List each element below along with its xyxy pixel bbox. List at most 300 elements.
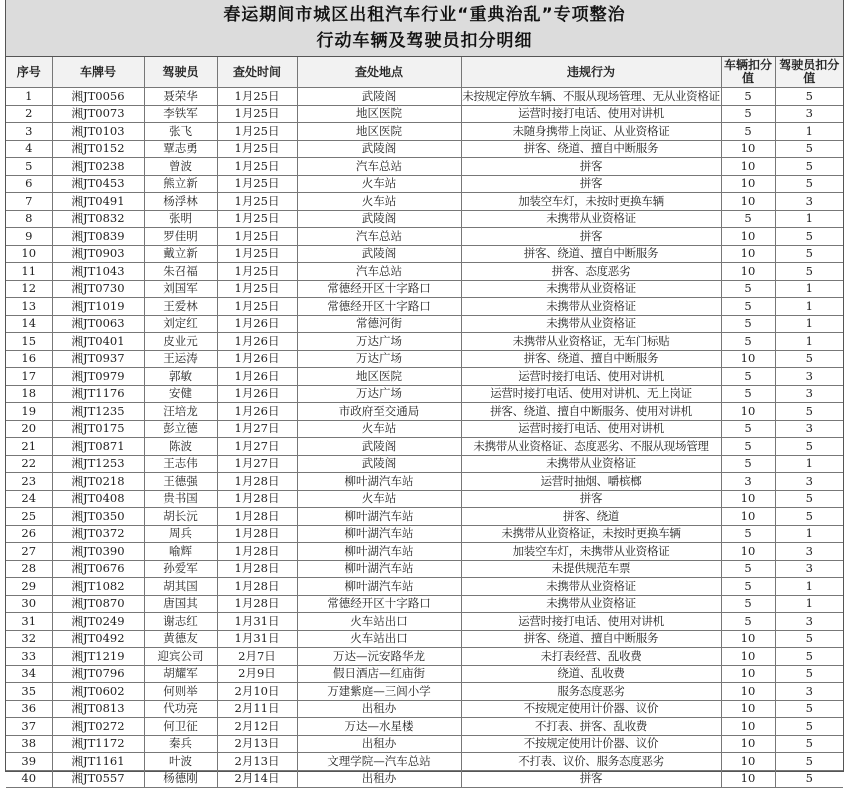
cell-plate: 湘JT0056 bbox=[52, 88, 144, 106]
cell-driver: 唐国其 bbox=[144, 595, 217, 613]
cell-driver: 安健 bbox=[144, 385, 217, 403]
cell-index: 16 bbox=[6, 350, 52, 368]
cell-driver-points: 3 bbox=[775, 385, 843, 403]
cell-vehicle-points: 10 bbox=[721, 648, 775, 666]
title-block bbox=[6, 0, 843, 57]
cell-plate: 湘JT0350 bbox=[52, 508, 144, 526]
cell-location: 常德经开区十字路口 bbox=[297, 280, 461, 298]
cell-index: 34 bbox=[6, 665, 52, 683]
cell-location: 地区医院 bbox=[297, 368, 461, 386]
cell-vehicle-points: 5 bbox=[721, 525, 775, 543]
cell-violation: 服务态度恶劣 bbox=[461, 683, 721, 701]
cell-vehicle-points: 10 bbox=[721, 665, 775, 683]
cell-driver-points: 5 bbox=[775, 140, 843, 158]
cell-driver-points: 3 bbox=[775, 368, 843, 386]
cell-plate: 湘JT0073 bbox=[52, 105, 144, 123]
cell-violation: 拼客、绕道、擅自中断服务 bbox=[461, 140, 721, 158]
cell-vehicle-points: 5 bbox=[721, 315, 775, 333]
cell-driver-points: 5 bbox=[775, 175, 843, 193]
table-row bbox=[6, 613, 843, 631]
table-row bbox=[6, 158, 843, 176]
cell-driver: 陈波 bbox=[144, 438, 217, 456]
cell-vehicle-points: 5 bbox=[721, 298, 775, 316]
table-row bbox=[6, 630, 843, 648]
cell-location: 武陵阁 bbox=[297, 455, 461, 473]
cell-index: 14 bbox=[6, 315, 52, 333]
cell-index: 36 bbox=[6, 700, 52, 718]
table-row bbox=[6, 560, 843, 578]
cell-vehicle-points: 5 bbox=[721, 613, 775, 631]
cell-location: 假日酒店—红庙街 bbox=[297, 665, 461, 683]
cell-index: 22 bbox=[6, 455, 52, 473]
cell-location: 万达广场 bbox=[297, 385, 461, 403]
cell-driver: 胡耀军 bbox=[144, 665, 217, 683]
cell-plate: 湘JT0676 bbox=[52, 560, 144, 578]
cell-driver-points: 3 bbox=[775, 613, 843, 631]
cell-vehicle-points: 5 bbox=[721, 595, 775, 613]
cell-driver: 戴立新 bbox=[144, 245, 217, 263]
table-row bbox=[6, 105, 843, 123]
cell-driver: 王志伟 bbox=[144, 455, 217, 473]
cell-violation: 未携带从业资格证 bbox=[461, 280, 721, 298]
cell-index: 8 bbox=[6, 210, 52, 228]
cell-violation: 不按规定使用计价器、议价 bbox=[461, 735, 721, 753]
cell-index: 23 bbox=[6, 473, 52, 491]
table-row bbox=[6, 455, 843, 473]
cell-vehicle-points: 3 bbox=[721, 473, 775, 491]
cell-location: 汽车总站 bbox=[297, 228, 461, 246]
cell-date: 1月25日 bbox=[217, 123, 297, 141]
cell-driver-points: 5 bbox=[775, 735, 843, 753]
table-row bbox=[6, 543, 843, 561]
cell-date: 1月25日 bbox=[217, 210, 297, 228]
cell-plate: 湘JT0238 bbox=[52, 158, 144, 176]
cell-driver: 皮业元 bbox=[144, 333, 217, 351]
cell-location: 常德经开区十字路口 bbox=[297, 298, 461, 316]
cell-driver-points: 3 bbox=[775, 105, 843, 123]
cell-date: 2月13日 bbox=[217, 753, 297, 771]
cell-plate: 湘JT0453 bbox=[52, 175, 144, 193]
cell-plate: 湘JT1176 bbox=[52, 385, 144, 403]
cell-driver-points: 1 bbox=[775, 210, 843, 228]
cell-driver: 刘定红 bbox=[144, 315, 217, 333]
cell-driver: 喻辉 bbox=[144, 543, 217, 561]
cell-driver-points: 3 bbox=[775, 193, 843, 211]
cell-date: 1月26日 bbox=[217, 368, 297, 386]
cell-driver-points: 3 bbox=[775, 543, 843, 561]
table-row bbox=[6, 700, 843, 718]
cell-location: 万达—沅安路华龙 bbox=[297, 648, 461, 666]
cell-violation: 拼客 bbox=[461, 158, 721, 176]
table-row bbox=[6, 490, 843, 508]
cell-driver-points: 5 bbox=[775, 403, 843, 421]
cell-vehicle-points: 10 bbox=[721, 245, 775, 263]
cell-driver-points: 1 bbox=[775, 123, 843, 141]
cell-index: 4 bbox=[6, 140, 52, 158]
cell-driver-points: 1 bbox=[775, 455, 843, 473]
cell-index: 38 bbox=[6, 735, 52, 753]
cell-driver: 周兵 bbox=[144, 525, 217, 543]
cell-plate: 湘JT0813 bbox=[52, 700, 144, 718]
cell-index: 3 bbox=[6, 123, 52, 141]
cell-vehicle-points: 5 bbox=[721, 385, 775, 403]
cell-driver-points: 5 bbox=[775, 508, 843, 526]
table-row bbox=[6, 735, 843, 753]
table-row bbox=[6, 420, 843, 438]
cell-index: 13 bbox=[6, 298, 52, 316]
column-header-violation: 违规行为 bbox=[461, 57, 721, 88]
cell-location: 柳叶湖汽车站 bbox=[297, 473, 461, 491]
cell-plate: 湘JT0602 bbox=[52, 683, 144, 701]
cell-vehicle-points: 10 bbox=[721, 263, 775, 281]
cell-driver: 杨德刚 bbox=[144, 770, 217, 788]
cell-violation: 未携带从业资格证 bbox=[461, 455, 721, 473]
table-row bbox=[6, 263, 843, 281]
title-line-1: 春运期间市城区出租汽车行业“重典治乱”专项整治 bbox=[223, 5, 626, 25]
cell-driver: 李铁军 bbox=[144, 105, 217, 123]
cell-violation: 未携带从业资格证，无车门标贴 bbox=[461, 333, 721, 351]
cell-vehicle-points: 5 bbox=[721, 280, 775, 298]
table-row bbox=[6, 770, 843, 788]
cell-plate: 湘JT1043 bbox=[52, 263, 144, 281]
cell-driver-points: 1 bbox=[775, 280, 843, 298]
cell-driver: 黄德友 bbox=[144, 630, 217, 648]
cell-driver: 胡长沅 bbox=[144, 508, 217, 526]
cell-driver: 代功亮 bbox=[144, 700, 217, 718]
cell-violation: 加装空车灯，未按时更换车辆 bbox=[461, 193, 721, 211]
column-header-date: 查处时间 bbox=[217, 57, 297, 88]
cell-index: 26 bbox=[6, 525, 52, 543]
cell-index: 27 bbox=[6, 543, 52, 561]
column-header-plate: 车牌号 bbox=[52, 57, 144, 88]
cell-violation: 运营时接打电话、使用对讲机、无上岗证 bbox=[461, 385, 721, 403]
cell-date: 1月26日 bbox=[217, 315, 297, 333]
cell-date: 1月28日 bbox=[217, 543, 297, 561]
table-row bbox=[6, 665, 843, 683]
cell-violation: 未按规定停放车辆、不服从现场管理、无从业资格证 bbox=[461, 88, 721, 106]
cell-vehicle-points: 10 bbox=[721, 700, 775, 718]
cell-violation: 运营时接打电话、使用对讲机 bbox=[461, 105, 721, 123]
cell-date: 1月31日 bbox=[217, 630, 297, 648]
cell-violation: 未打表经营、乱收费 bbox=[461, 648, 721, 666]
cell-plate: 湘JT0832 bbox=[52, 210, 144, 228]
cell-plate: 湘JT0390 bbox=[52, 543, 144, 561]
cell-location: 出租办 bbox=[297, 700, 461, 718]
cell-index: 9 bbox=[6, 228, 52, 246]
cell-vehicle-points: 10 bbox=[721, 630, 775, 648]
cell-driver-points: 5 bbox=[775, 665, 843, 683]
cell-violation: 不按规定使用计价器、议价 bbox=[461, 700, 721, 718]
table-row bbox=[6, 753, 843, 771]
cell-date: 1月26日 bbox=[217, 403, 297, 421]
cell-location: 武陵阁 bbox=[297, 245, 461, 263]
cell-vehicle-points: 5 bbox=[721, 560, 775, 578]
cell-driver-points: 5 bbox=[775, 158, 843, 176]
cell-violation: 不打表、拼客、乱收费 bbox=[461, 718, 721, 736]
cell-vehicle-points: 5 bbox=[721, 455, 775, 473]
cell-date: 1月27日 bbox=[217, 455, 297, 473]
cell-driver: 杨浮林 bbox=[144, 193, 217, 211]
cell-location: 文理学院—汽车总站 bbox=[297, 753, 461, 771]
table-row bbox=[6, 228, 843, 246]
cell-driver: 王德强 bbox=[144, 473, 217, 491]
cell-date: 2月12日 bbox=[217, 718, 297, 736]
cell-plate: 湘JT1019 bbox=[52, 298, 144, 316]
cell-driver-points: 1 bbox=[775, 298, 843, 316]
cell-violation: 未携带从业资格证，未按时更换车辆 bbox=[461, 525, 721, 543]
cell-date: 1月25日 bbox=[217, 105, 297, 123]
cell-index: 18 bbox=[6, 385, 52, 403]
cell-plate: 湘JT0491 bbox=[52, 193, 144, 211]
title-line-2: 行动车辆及驾驶员扣分明细 bbox=[316, 31, 533, 51]
cell-driver: 胡其国 bbox=[144, 578, 217, 596]
cell-index: 5 bbox=[6, 158, 52, 176]
cell-plate: 湘JT1161 bbox=[52, 753, 144, 771]
cell-driver-points: 5 bbox=[775, 490, 843, 508]
cell-date: 2月7日 bbox=[217, 648, 297, 666]
cell-violation: 未随身携带上岗证、从业资格证 bbox=[461, 123, 721, 141]
cell-location: 出租办 bbox=[297, 770, 461, 788]
cell-plate: 湘JT1172 bbox=[52, 735, 144, 753]
cell-vehicle-points: 5 bbox=[721, 578, 775, 596]
table-row bbox=[6, 473, 843, 491]
cell-driver-points: 5 bbox=[775, 88, 843, 106]
cell-date: 1月25日 bbox=[217, 158, 297, 176]
table-row bbox=[6, 210, 843, 228]
cell-index: 31 bbox=[6, 613, 52, 631]
cell-index: 19 bbox=[6, 403, 52, 421]
cell-date: 1月25日 bbox=[217, 140, 297, 158]
cell-driver: 郭敏 bbox=[144, 368, 217, 386]
cell-index: 24 bbox=[6, 490, 52, 508]
cell-location: 万建紫庭—三闾小学 bbox=[297, 683, 461, 701]
cell-driver: 谢志红 bbox=[144, 613, 217, 631]
cell-index: 35 bbox=[6, 683, 52, 701]
cell-plate: 湘JT1235 bbox=[52, 403, 144, 421]
cell-violation: 未携带从业资格证 bbox=[461, 578, 721, 596]
column-header-index: 序号 bbox=[6, 57, 52, 88]
cell-location: 柳叶湖汽车站 bbox=[297, 525, 461, 543]
cell-index: 29 bbox=[6, 578, 52, 596]
table-row bbox=[6, 438, 843, 456]
cell-violation: 绕道、乱收费 bbox=[461, 665, 721, 683]
cell-violation: 拼客、绕道、擅自中断服务 bbox=[461, 630, 721, 648]
cell-plate: 湘JT0492 bbox=[52, 630, 144, 648]
cell-date: 1月25日 bbox=[217, 245, 297, 263]
cell-plate: 湘JT0871 bbox=[52, 438, 144, 456]
cell-driver: 叶波 bbox=[144, 753, 217, 771]
table-row bbox=[6, 385, 843, 403]
cell-index: 33 bbox=[6, 648, 52, 666]
cell-date: 2月13日 bbox=[217, 735, 297, 753]
cell-plate: 湘JT0152 bbox=[52, 140, 144, 158]
cell-violation: 未携带从业资格证 bbox=[461, 595, 721, 613]
cell-plate: 湘JT0063 bbox=[52, 315, 144, 333]
cell-plate: 湘JT0218 bbox=[52, 473, 144, 491]
cell-plate: 湘JT0557 bbox=[52, 770, 144, 788]
table-row bbox=[6, 140, 843, 158]
cell-driver: 汪培龙 bbox=[144, 403, 217, 421]
cell-date: 2月14日 bbox=[217, 770, 297, 788]
cell-driver: 贵书国 bbox=[144, 490, 217, 508]
cell-plate: 湘JT0839 bbox=[52, 228, 144, 246]
cell-driver: 覃志勇 bbox=[144, 140, 217, 158]
cell-vehicle-points: 10 bbox=[721, 403, 775, 421]
cell-date: 1月28日 bbox=[217, 595, 297, 613]
cell-index: 17 bbox=[6, 368, 52, 386]
document bbox=[5, 0, 844, 786]
table-row bbox=[6, 368, 843, 386]
cell-violation: 拼客、绕道、擅自中断服务 bbox=[461, 350, 721, 368]
cell-driver-points: 5 bbox=[775, 630, 843, 648]
table-row bbox=[6, 578, 843, 596]
cell-violation: 运营时抽烟、嚼槟榔 bbox=[461, 473, 721, 491]
cell-date: 1月25日 bbox=[217, 263, 297, 281]
cell-date: 2月10日 bbox=[217, 683, 297, 701]
cell-driver-points: 5 bbox=[775, 438, 843, 456]
cell-driver-points: 3 bbox=[775, 473, 843, 491]
cell-driver: 罗佳明 bbox=[144, 228, 217, 246]
cell-plate: 湘JT0372 bbox=[52, 525, 144, 543]
table-row bbox=[6, 718, 843, 736]
cell-plate: 湘JT0401 bbox=[52, 333, 144, 351]
cell-plate: 湘JT0103 bbox=[52, 123, 144, 141]
cell-driver-points: 5 bbox=[775, 770, 843, 788]
cell-location: 火车站 bbox=[297, 490, 461, 508]
cell-index: 6 bbox=[6, 175, 52, 193]
cell-violation: 拼客 bbox=[461, 490, 721, 508]
cell-driver-points: 5 bbox=[775, 228, 843, 246]
cell-location: 柳叶湖汽车站 bbox=[297, 578, 461, 596]
table-row bbox=[6, 525, 843, 543]
cell-plate: 湘JT1253 bbox=[52, 455, 144, 473]
cell-location: 汽车总站 bbox=[297, 158, 461, 176]
cell-date: 1月26日 bbox=[217, 350, 297, 368]
cell-location: 万达广场 bbox=[297, 333, 461, 351]
cell-driver: 张明 bbox=[144, 210, 217, 228]
cell-date: 1月28日 bbox=[217, 560, 297, 578]
cell-driver-points: 3 bbox=[775, 420, 843, 438]
cell-violation: 未提供规范车票 bbox=[461, 560, 721, 578]
table-row bbox=[6, 315, 843, 333]
cell-date: 1月25日 bbox=[217, 280, 297, 298]
cell-location: 火车站出口 bbox=[297, 613, 461, 631]
cell-violation: 未携带从业资格证 bbox=[461, 210, 721, 228]
cell-violation: 运营时接打电话、使用对讲机 bbox=[461, 420, 721, 438]
cell-violation: 拼客 bbox=[461, 770, 721, 788]
cell-violation: 运营时接打电话、使用对讲机 bbox=[461, 368, 721, 386]
table-row bbox=[6, 403, 843, 421]
cell-plate: 湘JT1219 bbox=[52, 648, 144, 666]
cell-vehicle-points: 10 bbox=[721, 175, 775, 193]
cell-date: 1月28日 bbox=[217, 578, 297, 596]
cell-location: 万达—水星楼 bbox=[297, 718, 461, 736]
cell-driver-points: 5 bbox=[775, 263, 843, 281]
cell-plate: 湘JT1082 bbox=[52, 578, 144, 596]
cell-index: 2 bbox=[6, 105, 52, 123]
cell-plate: 湘JT0249 bbox=[52, 613, 144, 631]
cell-driver-points: 1 bbox=[775, 578, 843, 596]
cell-violation: 未携带从业资格证 bbox=[461, 298, 721, 316]
cell-index: 30 bbox=[6, 595, 52, 613]
cell-plate: 湘JT0175 bbox=[52, 420, 144, 438]
cell-vehicle-points: 10 bbox=[721, 770, 775, 788]
cell-vehicle-points: 5 bbox=[721, 333, 775, 351]
cell-vehicle-points: 5 bbox=[721, 368, 775, 386]
table-row bbox=[6, 595, 843, 613]
cell-plate: 湘JT0408 bbox=[52, 490, 144, 508]
cell-driver: 王运涛 bbox=[144, 350, 217, 368]
cell-plate: 湘JT0796 bbox=[52, 665, 144, 683]
cell-index: 25 bbox=[6, 508, 52, 526]
cell-date: 1月28日 bbox=[217, 525, 297, 543]
cell-driver: 熊立新 bbox=[144, 175, 217, 193]
table-row bbox=[6, 350, 843, 368]
cell-plate: 湘JT0272 bbox=[52, 718, 144, 736]
cell-index: 1 bbox=[6, 88, 52, 106]
cell-driver: 曾波 bbox=[144, 158, 217, 176]
cell-violation: 加装空车灯，未携带从业资格证 bbox=[461, 543, 721, 561]
cell-driver: 彭立德 bbox=[144, 420, 217, 438]
table-row bbox=[6, 298, 843, 316]
table-row bbox=[6, 88, 843, 106]
table-row bbox=[6, 333, 843, 351]
cell-vehicle-points: 10 bbox=[721, 508, 775, 526]
cell-date: 1月28日 bbox=[217, 490, 297, 508]
cell-location: 市政府至交通局 bbox=[297, 403, 461, 421]
cell-driver: 张飞 bbox=[144, 123, 217, 141]
cell-index: 15 bbox=[6, 333, 52, 351]
cell-violation: 拼客 bbox=[461, 175, 721, 193]
cell-driver-points: 5 bbox=[775, 700, 843, 718]
cell-driver-points: 5 bbox=[775, 718, 843, 736]
cell-location: 出租办 bbox=[297, 735, 461, 753]
cell-vehicle-points: 5 bbox=[721, 438, 775, 456]
cell-vehicle-points: 5 bbox=[721, 88, 775, 106]
cell-driver-points: 5 bbox=[775, 350, 843, 368]
cell-driver: 秦兵 bbox=[144, 735, 217, 753]
cell-date: 1月27日 bbox=[217, 438, 297, 456]
cell-index: 10 bbox=[6, 245, 52, 263]
cell-location: 汽车总站 bbox=[297, 263, 461, 281]
cell-driver-points: 1 bbox=[775, 333, 843, 351]
column-header-driver: 驾驶员 bbox=[144, 57, 217, 88]
cell-location: 地区医院 bbox=[297, 105, 461, 123]
cell-index: 28 bbox=[6, 560, 52, 578]
cell-plate: 湘JT0937 bbox=[52, 350, 144, 368]
cell-driver-points: 3 bbox=[775, 683, 843, 701]
cell-violation: 拼客、绕道 bbox=[461, 508, 721, 526]
penalty-table bbox=[6, 57, 843, 788]
cell-index: 39 bbox=[6, 753, 52, 771]
cell-driver: 朱召福 bbox=[144, 263, 217, 281]
cell-driver: 何卫征 bbox=[144, 718, 217, 736]
cell-location: 万达广场 bbox=[297, 350, 461, 368]
cell-vehicle-points: 10 bbox=[721, 158, 775, 176]
column-header-driver-points: 驾驶员扣分值 bbox=[775, 57, 843, 88]
cell-violation: 拼客、绕道、擅自中断服务、使用对讲机 bbox=[461, 403, 721, 421]
cell-location: 常德河街 bbox=[297, 315, 461, 333]
cell-driver: 孙爱军 bbox=[144, 560, 217, 578]
cell-date: 1月25日 bbox=[217, 228, 297, 246]
cell-violation: 运营时接打电话、使用对讲机 bbox=[461, 613, 721, 631]
table-row bbox=[6, 123, 843, 141]
cell-date: 2月9日 bbox=[217, 665, 297, 683]
table-body bbox=[6, 88, 843, 788]
cell-location: 常德经开区十字路口 bbox=[297, 595, 461, 613]
cell-driver-points: 3 bbox=[775, 560, 843, 578]
cell-date: 1月25日 bbox=[217, 88, 297, 106]
